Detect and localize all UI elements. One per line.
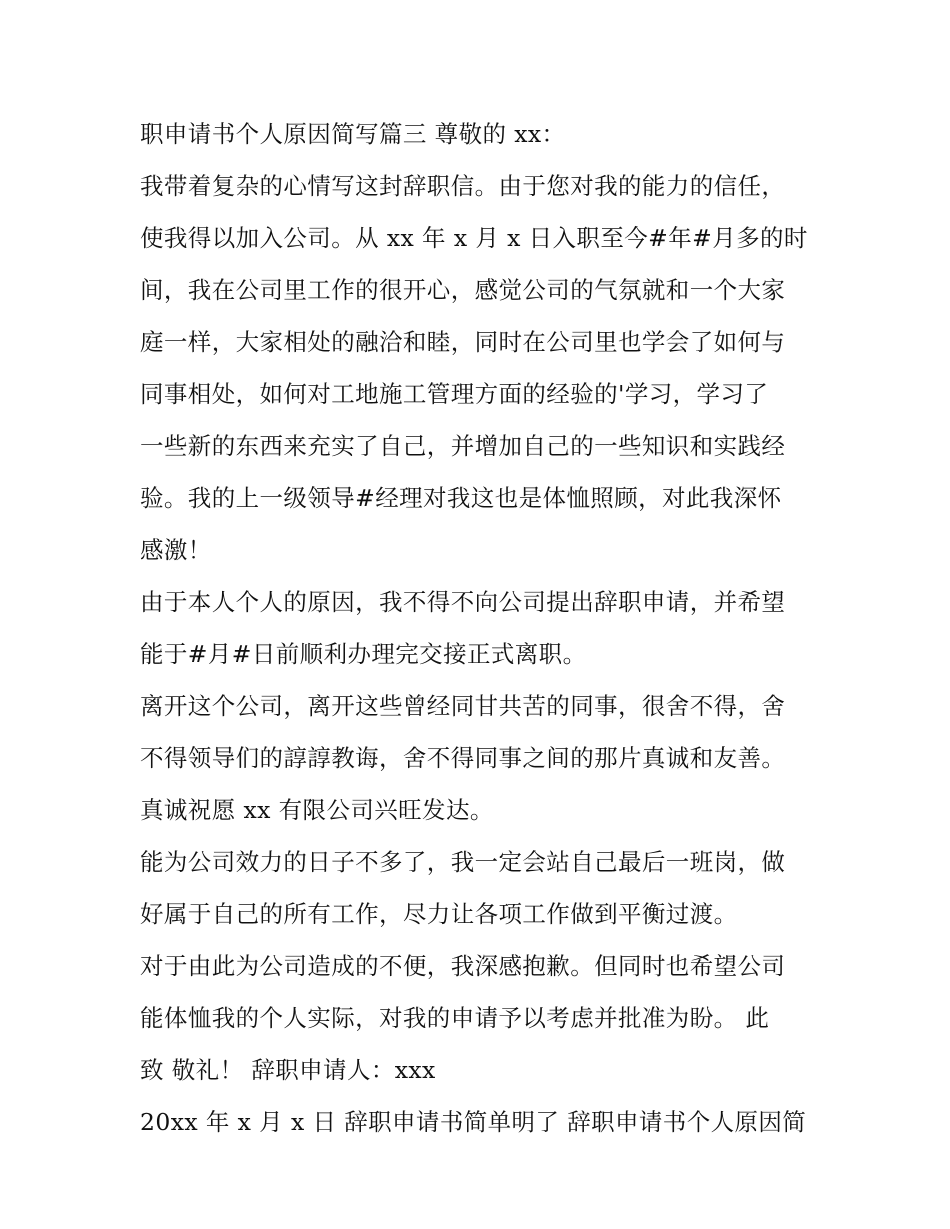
document-body bbox=[140, 108, 820, 1148]
text-line: 同事相处，如何对工地施工管理方面的经验的'学习，学习了 bbox=[140, 380, 769, 408]
text-line: 职申请书个人原因简写篇三 尊敬的 xx： bbox=[140, 120, 566, 148]
text-line: 间，我在公司里工作的很开心，感觉公司的气氛就和一个大家 bbox=[140, 276, 786, 304]
text-line: 一些新的东西来充实了自己，并增加自己的一些知识和实践经 bbox=[140, 432, 786, 460]
text-line: 离开这个公司，离开这些曾经同甘共苦的同事，很舍不得，舍 bbox=[140, 692, 786, 720]
text-line: 能体恤我的个人实际，对我的申请予以考虑并批准为盼。 此 bbox=[140, 1004, 770, 1032]
text-line: 感激！ bbox=[140, 536, 212, 564]
text-line: 致 敬礼！ 辞职申请人：xxx bbox=[140, 1056, 436, 1084]
text-line: 能为公司效力的日子不多了，我一定会站自己最后一班岗，做 bbox=[140, 848, 786, 876]
text-line: 能于#月#日前顺利办理完交接正式离职。 bbox=[140, 640, 587, 668]
text-line: 20xx 年 x 月 x 日 辞职申请书简单明了 辞职申请书个人原因简 bbox=[140, 1108, 807, 1136]
text-line: 我带着复杂的心情写这封辞职信。由于您对我的能力的信任， bbox=[140, 172, 786, 200]
text-line: 真诚祝愿 xx 有限公司兴旺发达。 bbox=[140, 796, 494, 824]
text-line: 验。我的上一级领导#经理对我这也是体恤照顾，对此我深怀 bbox=[140, 484, 782, 512]
text-line: 对于由此为公司造成的不便，我深感抱歉。但同时也希望公司 bbox=[140, 952, 786, 980]
text-line: 不得领导们的諄諄教诲，舍不得同事之间的那片真诚和友善。 bbox=[140, 744, 786, 772]
text-line: 使我得以加入公司。从 xx 年 x 月 x 日入职至今#年#月多的时 bbox=[140, 224, 808, 252]
text-line: 庭一样，大家相处的融洽和睦，同时在公司里也学会了如何与 bbox=[140, 328, 786, 356]
text-line: 好属于自己的所有工作，尽力让各项工作做到平衡过渡。 bbox=[140, 900, 738, 928]
text-line: 由于本人个人的原因，我不得不向公司提出辞职申请，并希望 bbox=[140, 588, 786, 616]
